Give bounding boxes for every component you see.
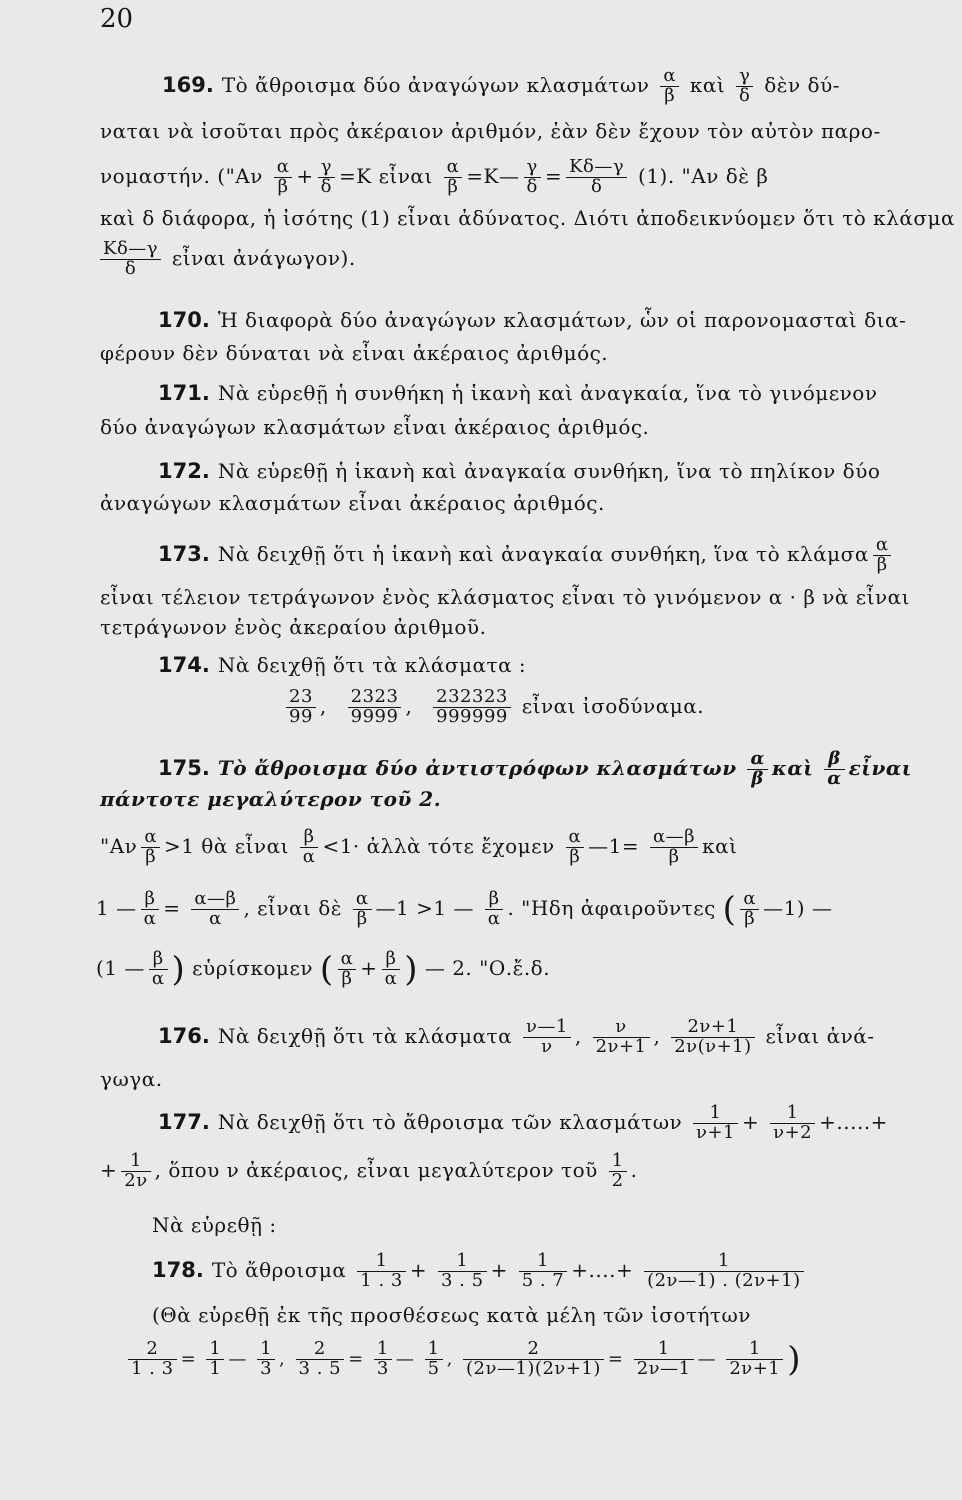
- p177-line2: [100, 1152, 637, 1191]
- p169-line5: [96, 240, 356, 279]
- denominator: δ: [590, 175, 603, 197]
- p174-line1: [158, 652, 526, 678]
- fraction: [357, 1252, 406, 1291]
- math-text: . "Ηδη ἀφαιροῦντες: [507, 895, 716, 920]
- fraction: [149, 950, 168, 989]
- math-text: =Κ—: [466, 163, 520, 188]
- math-text: =: [180, 1348, 197, 1370]
- fraction: [736, 67, 753, 106]
- p170-line2: φέρουν δὲν δύναται νὰ εἶναι ἀκέραιος ἀριθμός.: [100, 341, 609, 365]
- p178-line2: (Θὰ εὑρεθῇ ἐκ τῆς προσθέσεως κατὰ μέλη τῶν ἰσοτήτων: [152, 1303, 751, 1327]
- denominator: δ: [739, 84, 751, 106]
- denominator: β: [664, 84, 676, 106]
- numerator: 1: [609, 1152, 627, 1172]
- page-number: 20: [100, 4, 134, 34]
- math-text: +.....+: [819, 1109, 888, 1134]
- math-text: +....+: [571, 1257, 634, 1282]
- denominator: α: [209, 907, 222, 929]
- denominator: (2ν—1)(2ν+1): [466, 1357, 601, 1379]
- fraction: [740, 890, 759, 929]
- p169-line1: [162, 67, 840, 106]
- numerator: 1: [121, 1152, 150, 1172]
- math-text: 172.: [158, 459, 210, 483]
- numerator: α: [873, 536, 892, 556]
- numerator: β: [300, 828, 319, 848]
- numerator: α: [338, 950, 357, 970]
- math-text: καὶ: [771, 755, 814, 780]
- math-text: 171.: [158, 381, 210, 405]
- p178-identities: [124, 1340, 801, 1379]
- numerator: α: [444, 158, 463, 178]
- denominator: β: [447, 175, 459, 197]
- numerator: β: [149, 950, 168, 970]
- fraction: [433, 688, 511, 727]
- denominator: ν+2: [773, 1121, 813, 1143]
- numerator: Κδ—γ: [566, 158, 627, 178]
- fraction: [274, 158, 293, 197]
- p169-line2: ναται νὰ ἰσοῦται πρὸς ἀκέραιον ἀριθμόν, ἐὰν δὲν ἔχουν τὸν αὐτὸν παρο-: [100, 119, 881, 143]
- fraction: [634, 1340, 694, 1379]
- math-text: =: [607, 1348, 624, 1370]
- math-text: —1=: [588, 833, 640, 858]
- math-text: =Κ εἶναι: [339, 163, 433, 188]
- math-text: , εἶναι δὲ: [243, 895, 342, 920]
- denominator: β: [751, 767, 764, 789]
- math-text: "Αν: [100, 833, 138, 858]
- p170-line1: [158, 307, 906, 333]
- denominator: 2ν+1: [729, 1357, 781, 1379]
- numerator: 1: [357, 1252, 406, 1272]
- denominator: α: [143, 907, 157, 929]
- math-text: ,: [653, 1023, 661, 1048]
- numerator: α: [747, 750, 767, 770]
- fraction: [523, 1018, 571, 1057]
- math-text: —1) —: [763, 895, 833, 920]
- fraction: [726, 1340, 783, 1379]
- denominator: 1: [209, 1357, 222, 1379]
- math-text: 177.: [158, 1109, 210, 1134]
- fraction: [353, 890, 372, 929]
- numerator: γ: [318, 158, 335, 178]
- math-text: (1 —: [96, 955, 145, 980]
- numerator: β: [141, 890, 160, 910]
- numerator: 2: [463, 1340, 604, 1360]
- denominator: β: [341, 967, 353, 989]
- fraction: [382, 950, 401, 989]
- fraction: [660, 67, 679, 106]
- numerator: 1: [374, 1340, 392, 1360]
- fraction: [873, 536, 892, 575]
- denominator: α: [302, 845, 316, 867]
- fraction: [100, 240, 161, 279]
- fraction: [524, 158, 541, 197]
- math-text: ): [171, 949, 186, 990]
- denominator: α: [827, 767, 842, 789]
- p175-line5: [96, 950, 550, 989]
- math-text: 173.: [158, 541, 210, 566]
- math-text: καὶ: [702, 833, 738, 858]
- numerator: α: [353, 890, 372, 910]
- denominator: 5 . 7: [521, 1269, 565, 1291]
- math-text: —: [697, 1348, 717, 1370]
- p178-line1: [152, 1252, 808, 1291]
- denominator: 3: [260, 1357, 273, 1379]
- math-text: Ἡ διαφορὰ δύο ἀναγώγων κλασμάτων, ὧν οἱ παρονομασταὶ δια-: [217, 308, 907, 332]
- denominator: 5: [427, 1357, 440, 1379]
- numerator: 1: [644, 1252, 804, 1272]
- fraction: [566, 828, 585, 867]
- math-text: 174.: [158, 653, 210, 677]
- p175-line4: [96, 890, 832, 929]
- denominator: β: [277, 175, 289, 197]
- fraction: [609, 1152, 627, 1191]
- denominator: β: [356, 907, 368, 929]
- math-text: Τὸ ἄθροισμα: [211, 1257, 347, 1282]
- math-text: εἶναι ἀνά-: [765, 1023, 875, 1048]
- numerator: α—β: [191, 890, 239, 910]
- fraction: [671, 1018, 754, 1057]
- denominator: β: [876, 553, 888, 575]
- math-text: <1· ἀλλὰ τότε ἔχομεν: [322, 833, 555, 858]
- p173-line3: τετράγωνον ἑνὸς ἀκεραίου ἀριθμοῦ.: [100, 615, 487, 639]
- numerator: 2323: [348, 688, 402, 708]
- p175-line3: [100, 828, 737, 867]
- denominator: 3 . 5: [440, 1269, 484, 1291]
- fraction: [141, 890, 160, 929]
- math-text: Νὰ δειχθῇ ὅτι τὸ ἄθροισμα τῶν κλασμάτων: [217, 1109, 683, 1134]
- math-text: —: [228, 1348, 247, 1370]
- fraction: [519, 1252, 568, 1291]
- denominator: 2: [611, 1169, 624, 1191]
- denominator: 2ν: [124, 1169, 148, 1191]
- math-text: +: [296, 163, 314, 188]
- math-text: Τὸ ἄθροισμα δύο ἀντιστρόφων κλασμάτων: [217, 755, 737, 780]
- math-text: ,: [574, 1023, 582, 1048]
- math-text: — 2. "Ο.ἔ.δ.: [424, 955, 551, 980]
- fraction: [425, 1340, 443, 1379]
- fraction: [593, 1018, 650, 1057]
- math-text: (1). "Αν δὲ β: [638, 163, 769, 188]
- p177-line1: [158, 1104, 888, 1143]
- denominator: α: [151, 967, 165, 989]
- fraction: [485, 890, 504, 929]
- denominator: δ: [124, 257, 137, 279]
- denominator: ν+1: [696, 1121, 736, 1143]
- fraction: [348, 688, 402, 727]
- fraction: [121, 1152, 150, 1191]
- numerator: 1: [206, 1340, 224, 1360]
- denominator: 1 . 3: [360, 1269, 403, 1291]
- math-text: ,: [279, 1348, 286, 1370]
- fraction: [444, 158, 463, 197]
- text: καὶ: [689, 72, 726, 97]
- math-text: —: [395, 1348, 415, 1370]
- denominator: 3: [376, 1357, 389, 1379]
- numerator: 2: [128, 1340, 177, 1360]
- denominator: α: [487, 907, 501, 929]
- math-text: Νὰ δειχθῇ ὅτι ἡ ἱκανὴ καὶ ἀναγκαία συνθήκη, ἵνα τὸ κλάμσα: [217, 541, 869, 566]
- numerator: 2ν+1: [671, 1018, 754, 1038]
- numerator: 1: [726, 1340, 783, 1360]
- numerator: 1: [770, 1104, 815, 1124]
- denominator: β: [668, 845, 680, 867]
- numerator: α: [141, 828, 160, 848]
- math-text: ,: [446, 1348, 453, 1370]
- math-text: +: [409, 1257, 428, 1282]
- numerator: α: [566, 828, 585, 848]
- fraction: [693, 1104, 738, 1143]
- denominator: 2ν(ν+1): [674, 1035, 752, 1057]
- p172-line1: [158, 458, 880, 484]
- math-text: εἶναι: [848, 755, 912, 780]
- math-text: 170.: [158, 308, 210, 332]
- math-text: ὅπου ν ἀκέραιος, εἶναι μεγαλύτερον τοῦ: [168, 1157, 598, 1182]
- math-text: =: [163, 895, 181, 920]
- math-text: (: [722, 889, 737, 930]
- denominator: δ: [526, 175, 538, 197]
- math-text: +: [100, 1157, 118, 1182]
- numerator: α: [740, 890, 759, 910]
- p176-line2: γωγα.: [100, 1067, 163, 1091]
- denominator: 2ν+1: [595, 1035, 647, 1057]
- p177-line3: Νὰ εὑρεθῇ :: [152, 1213, 277, 1237]
- p173-line1: [158, 536, 895, 575]
- numerator: α: [660, 67, 679, 87]
- numerator: 1: [425, 1340, 443, 1360]
- fraction: [650, 828, 698, 867]
- fraction: [257, 1340, 275, 1379]
- math-text: +: [490, 1257, 508, 1282]
- denominator: (2ν—1) . (2ν+1): [647, 1269, 801, 1291]
- denominator: α: [384, 967, 398, 989]
- denominator: β: [744, 907, 756, 929]
- p175-line1: [158, 750, 912, 789]
- p173-line2: εἶναι τέλειον τετράγωνον ἑνὸς κλάσματος εἶναι τὸ γινόμενον α · β νὰ εἶναι: [100, 585, 910, 609]
- numerator: γ: [524, 158, 541, 178]
- fraction: [747, 750, 767, 789]
- math-text: Νὰ δειχθῇ ὅτι τὰ κλάσματα :: [217, 653, 527, 677]
- numerator: 1: [519, 1252, 568, 1272]
- fraction: [338, 950, 357, 989]
- p169-line4: καὶ δ διάφορα, ἡ ἰσότης (1) εἶναι ἀδύνατος. Διότι ἀποδεικνύομεν ὅτι τὸ κλάσμα: [100, 206, 956, 230]
- text: δὲν δύ-: [764, 72, 840, 97]
- numerator: 1: [438, 1252, 487, 1272]
- math-text: ): [787, 1339, 802, 1380]
- math-text: 176.: [158, 1023, 210, 1048]
- math-text: +: [360, 955, 378, 980]
- p169-line3: [100, 158, 768, 197]
- math-text: Νὰ εὑρεθῇ ἡ ἱκανὴ καὶ ἀναγκαία συνθήκη, ἵνα τὸ πηλίκον δύο: [217, 459, 881, 483]
- fraction: [463, 1340, 604, 1379]
- math-text: 178.: [152, 1257, 204, 1282]
- numerator: 2: [296, 1340, 345, 1360]
- problem-number: 169.: [162, 72, 214, 97]
- fraction: [644, 1252, 804, 1291]
- math-text: εὑρίσκομεν: [192, 955, 314, 980]
- denominator: 9999: [350, 705, 399, 727]
- p172-line2: ἀναγώγων κλασμάτων εἶναι ἀκέραιος ἀριθμός.: [100, 491, 605, 515]
- fraction: [318, 158, 335, 197]
- math-text: .: [630, 1157, 638, 1182]
- math-text: —1 >1 —: [375, 895, 474, 920]
- numerator: α: [274, 158, 293, 178]
- fraction: [300, 828, 319, 867]
- numerator: ν—1: [523, 1018, 571, 1038]
- denominator: β: [145, 845, 157, 867]
- numerator: 1: [693, 1104, 738, 1124]
- numerator: β: [824, 750, 844, 770]
- math-text: ): [404, 949, 418, 990]
- numerator: Κδ—γ: [100, 240, 161, 260]
- denominator: 3 . 5: [298, 1357, 342, 1379]
- math-text: ,: [319, 693, 327, 718]
- fraction: [438, 1252, 487, 1291]
- numerator: 232323: [433, 688, 511, 708]
- fraction: [141, 828, 160, 867]
- fraction: [824, 750, 844, 789]
- denominator: 2ν—1: [636, 1357, 691, 1379]
- numerator: β: [485, 890, 504, 910]
- math-text: ,: [405, 693, 413, 718]
- p175-line2: πάντοτε μεγαλύτερον τοῦ 2.: [100, 787, 442, 811]
- denominator: 999999: [436, 705, 508, 727]
- fraction: [206, 1340, 224, 1379]
- p174-fractions: [282, 688, 704, 727]
- denominator: ν: [541, 1035, 553, 1057]
- p176-line1: [158, 1018, 875, 1057]
- p171-line2: δύο ἀναγώγων κλασμάτων εἶναι ἀκέραιος ἀριθμός.: [100, 415, 650, 439]
- numerator: 1: [634, 1340, 694, 1360]
- math-text: 1 —: [96, 895, 137, 920]
- p171-line1: [158, 380, 878, 406]
- fraction: [128, 1340, 177, 1379]
- math-text: εἶναι ἀνάγωγον).: [171, 245, 356, 270]
- numerator: γ: [736, 67, 753, 87]
- math-text: =: [544, 163, 563, 188]
- text: Τὸ ἄθροισμα δύο ἀναγώγων κλασμάτων: [221, 72, 650, 97]
- math-text: +: [742, 1109, 760, 1134]
- fraction: [566, 158, 627, 197]
- fraction: [286, 688, 316, 727]
- math-text: =: [348, 1348, 364, 1370]
- math-text: 175.: [158, 755, 210, 780]
- numerator: β: [382, 950, 401, 970]
- math-text: >1 θὰ εἶναι: [163, 833, 289, 858]
- denominator: β: [569, 845, 581, 867]
- denominator: δ: [320, 175, 333, 197]
- numerator: α—β: [650, 828, 698, 848]
- math-text: νομαστήν. ("Αν: [100, 163, 263, 188]
- denominator: 1 . 3: [131, 1357, 174, 1379]
- fraction: [374, 1340, 392, 1379]
- numerator: 1: [257, 1340, 275, 1360]
- math-text: (: [319, 949, 334, 990]
- math-text: Νὰ εὑρεθῇ ἡ συνθήκη ἡ ἱκανὴ καὶ ἀναγκαία, ἵνα τὸ γινόμενον: [217, 381, 878, 405]
- fraction: [296, 1340, 345, 1379]
- denominator: 99: [289, 705, 313, 727]
- fraction: [191, 890, 239, 929]
- math-text: Νὰ δειχθῇ ὅτι τὰ κλάσματα: [217, 1023, 513, 1048]
- math-text: εἶναι ἰσοδύναμα.: [521, 693, 705, 718]
- fraction: [770, 1104, 815, 1143]
- numerator: ν: [593, 1018, 650, 1038]
- numerator: 23: [286, 688, 316, 708]
- math-text: ,: [154, 1157, 162, 1182]
